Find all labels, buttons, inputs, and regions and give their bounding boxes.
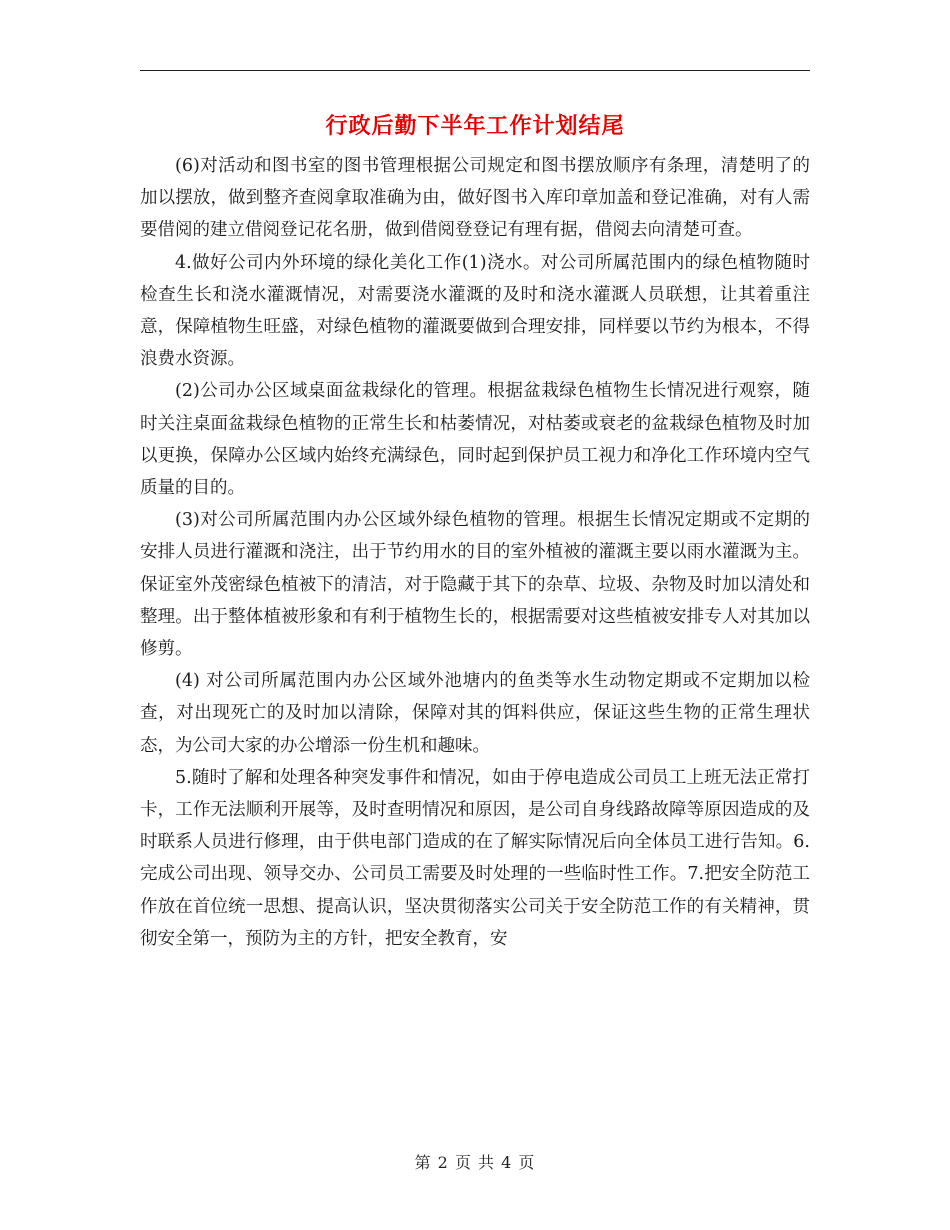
paragraph-outdoor-plants: (3)对公司所属范围内办公区域外绿色植物的管理。根据生长情况定期或不定期的安排人员进行灌溉和浇注，出于节约用水的目的室外植被的灌溉主要以雨水灌溉为主。保证室外茂密绿色植被下的清洁，对于隐藏于其下的杂草、垃圾、杂物及时加以清处和整理。出于整体植被形象和有利于植物生长的，根据需要对这些植被安排专人对其加以修剪。: [140, 510, 810, 660]
paragraph-desk-plants: (2)公司办公区域桌面盆栽绿化的管理。根据盆栽绿色植物生长情况进行观察，随时关注桌面盆栽绿色植物的正常生长和枯萎情况，对枯萎或衰老的盆栽绿色植物及时加以更换，保障办公区域内始终充满绿色，同时起到保护员工视力和净化工作环境内空气质量的目的。: [140, 381, 810, 499]
document-body: [140, 150, 810, 955]
paragraph-library-management: (6)对活动和图书室的图书管理根据公司规定和图书摆放顺序有条理，清楚明了的加以摆放，做到整齐查阅拿取准确为由，做好图书入库印章加盖和登记准确，对有人需要借阅的建立借阅登记花名册，做到借阅登登记有理有据，借阅去向清楚可查。: [140, 156, 810, 241]
paragraph-emergencies-safety: 5.随时了解和处理各种突发事件和情况，如由于停电造成公司员工上班无法正常打卡，工作无法顺利开展等，及时查明情况和原因，是公司自身线路故障等原因造成的及时联系人员进行修理，由于供电部门造成的在了解实际情况后向全体员工进行告知。6.完成公司出现、领导交办、公司员工需要及时处理的一些临时性工作。7.把安全防范工作放在首位统一思想、提高认识，坚决贯彻落实公司关于安全防范工作的有关精神，贯彻安全第一，预防为主的方针，把安全教育，安: [140, 767, 810, 949]
document-title: 行政后勤下半年工作计划结尾: [325, 113, 625, 139]
page-footer: 第 2 页 共 4 页: [414, 1153, 536, 1172]
header-rule: [140, 70, 810, 71]
paragraph-greening-watering: 4.做好公司内外环境的绿化美化工作(1)浇水。对公司所属范围内的绿色植物随时检查生长和浇水灌溉情况，对需要浇水灌溉的及时和浇水灌溉人员联想，让其着重注意，保障植物生旺盛，对绿色植物的灌溉要做到合理安排，同样要以节约为根本，不得浪费水资源。: [140, 252, 810, 370]
paragraph-pond-animals: (4) 对公司所属范围内办公区域外池塘内的鱼类等水生动物定期或不定期加以检查，对出现死亡的及时加以清除，保障对其的饵料供应，保证这些生物的正常生理状态，为公司大家的办公增添一份生机和趣味。: [140, 671, 810, 756]
